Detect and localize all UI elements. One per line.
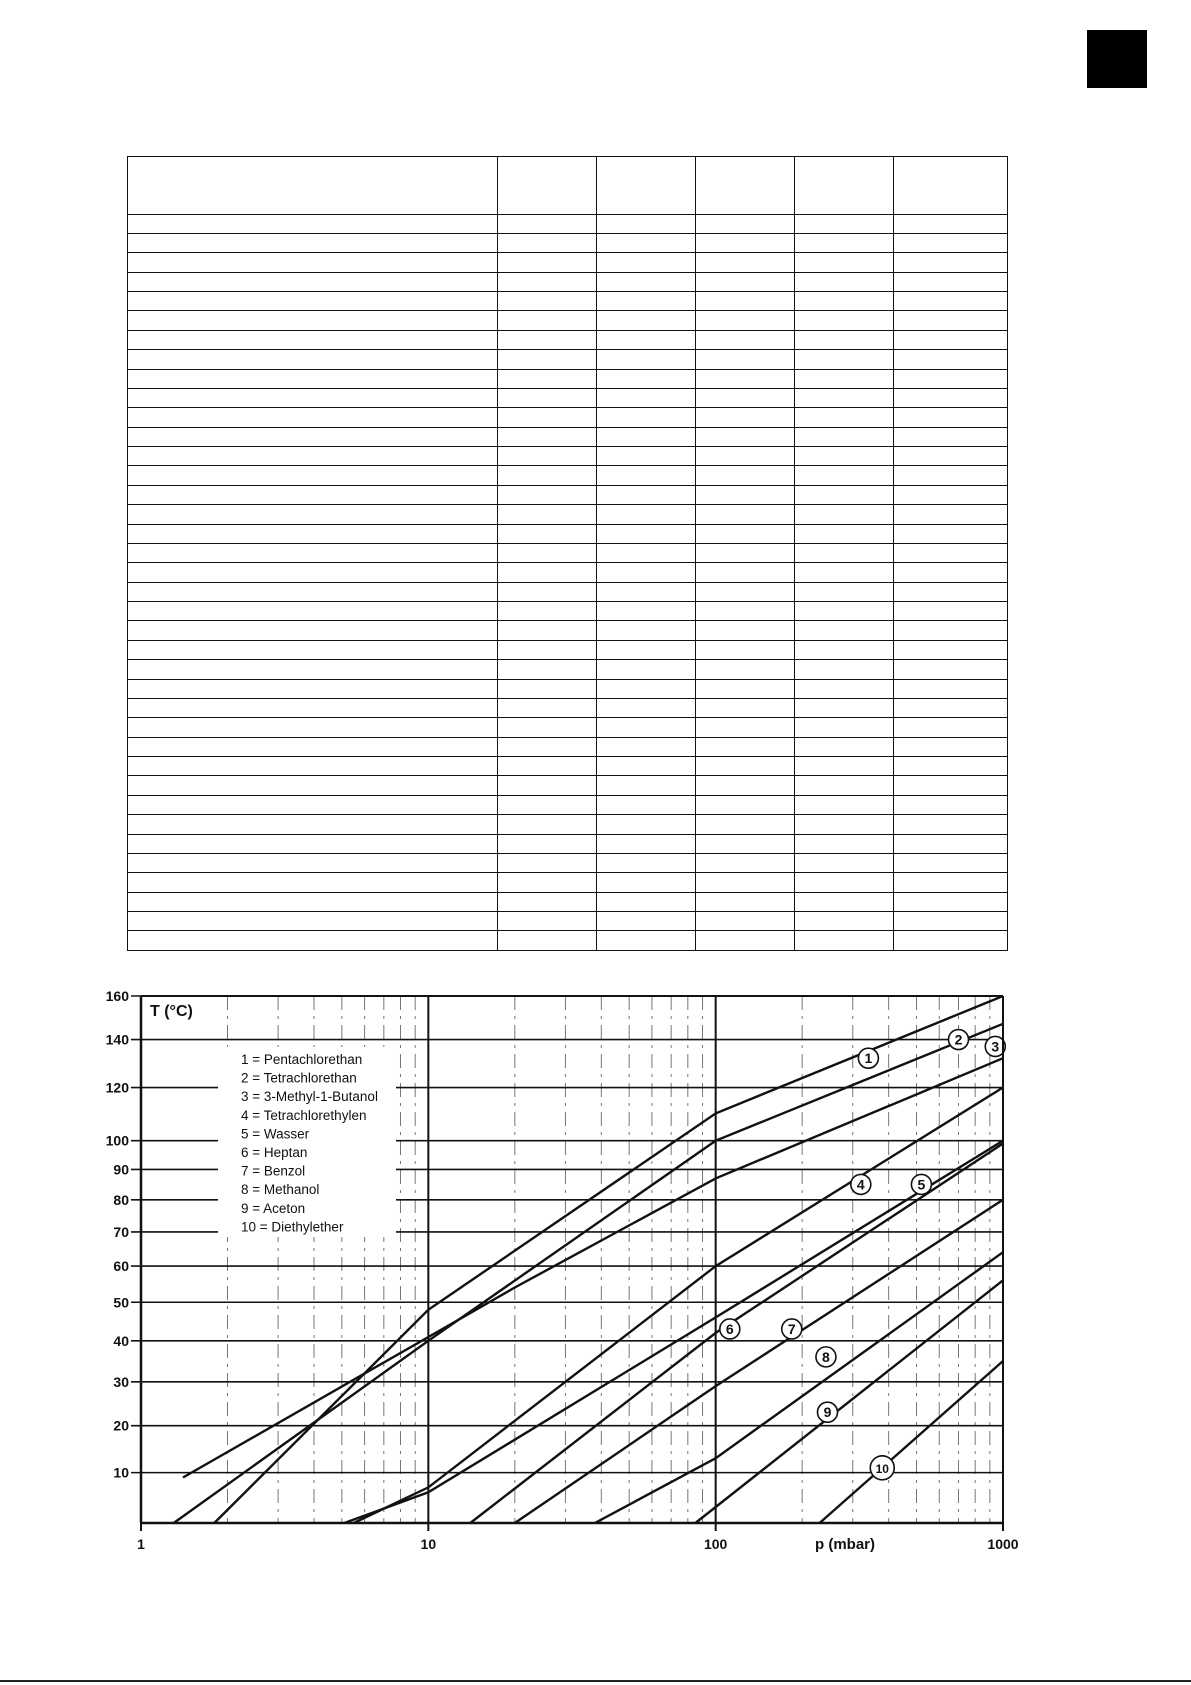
y-tick-label: 20 (113, 1417, 129, 1434)
legend-entry: 5 = Wasser (241, 1126, 310, 1142)
curve-label-number: 7 (787, 1320, 796, 1337)
legend-entry: 4 = Tetrachlorethylen (241, 1107, 367, 1123)
bottom-rule (0, 1680, 1191, 1682)
legend-entry: 2 = Tetrachlorethan (241, 1070, 357, 1086)
legend-entry: 6 = Heptan (241, 1145, 308, 1160)
legend-entry: 10 = Diethylether (241, 1219, 344, 1235)
x-axis-title: p (mbar) (815, 1536, 875, 1553)
y-tick-label: 60 (113, 1258, 129, 1275)
legend-entry: 7 = Benzol (241, 1163, 306, 1179)
curve-label-number: 9 (823, 1404, 832, 1421)
curve-label-number: 10 (875, 1461, 889, 1476)
y-tick-label: 30 (113, 1373, 129, 1390)
y-tick-label: 10 (113, 1464, 129, 1481)
curve-label-number: 2 (954, 1031, 963, 1048)
curve-label-number: 8 (822, 1348, 830, 1365)
curve-labels (720, 1030, 1005, 1480)
y-tick-label: 50 (113, 1294, 129, 1311)
legend-entry: 1 = Pentachlorethan (241, 1052, 363, 1067)
y-tick-label: 120 (105, 1079, 129, 1096)
x-tick-label: 1000 (987, 1536, 1019, 1552)
curve-label-number: 1 (864, 1050, 873, 1067)
y-tick-label: 140 (105, 1031, 129, 1048)
y-tick-label: 100 (105, 1132, 129, 1149)
curve-label-number: 5 (917, 1176, 926, 1193)
x-tick-label: 10 (420, 1536, 437, 1552)
y-tick-label: 90 (113, 1161, 129, 1178)
curve-label-number: 3 (991, 1038, 1000, 1055)
legend (218, 1047, 396, 1237)
y-tick-label: 160 (105, 988, 129, 1004)
curve-label-number: 6 (725, 1320, 734, 1337)
x-tick-label: 100 (703, 1536, 728, 1552)
x-tick-label: 1 (137, 1536, 145, 1552)
legend-entry: 3 = 3-Methyl-1-Butanol (241, 1089, 378, 1105)
series-line-8 (595, 1252, 1003, 1523)
y-axis-title: T (°C) (150, 1003, 193, 1020)
y-tick-label: 70 (113, 1223, 129, 1240)
legend-entry: 8 = Methanol (241, 1182, 320, 1198)
y-tick-label: 80 (113, 1191, 129, 1208)
y-tick-label: 40 (113, 1332, 129, 1349)
legend-entry: 9 = Aceton (241, 1200, 306, 1216)
series-line-4 (354, 1088, 1003, 1524)
curve-label-number: 4 (856, 1176, 865, 1193)
